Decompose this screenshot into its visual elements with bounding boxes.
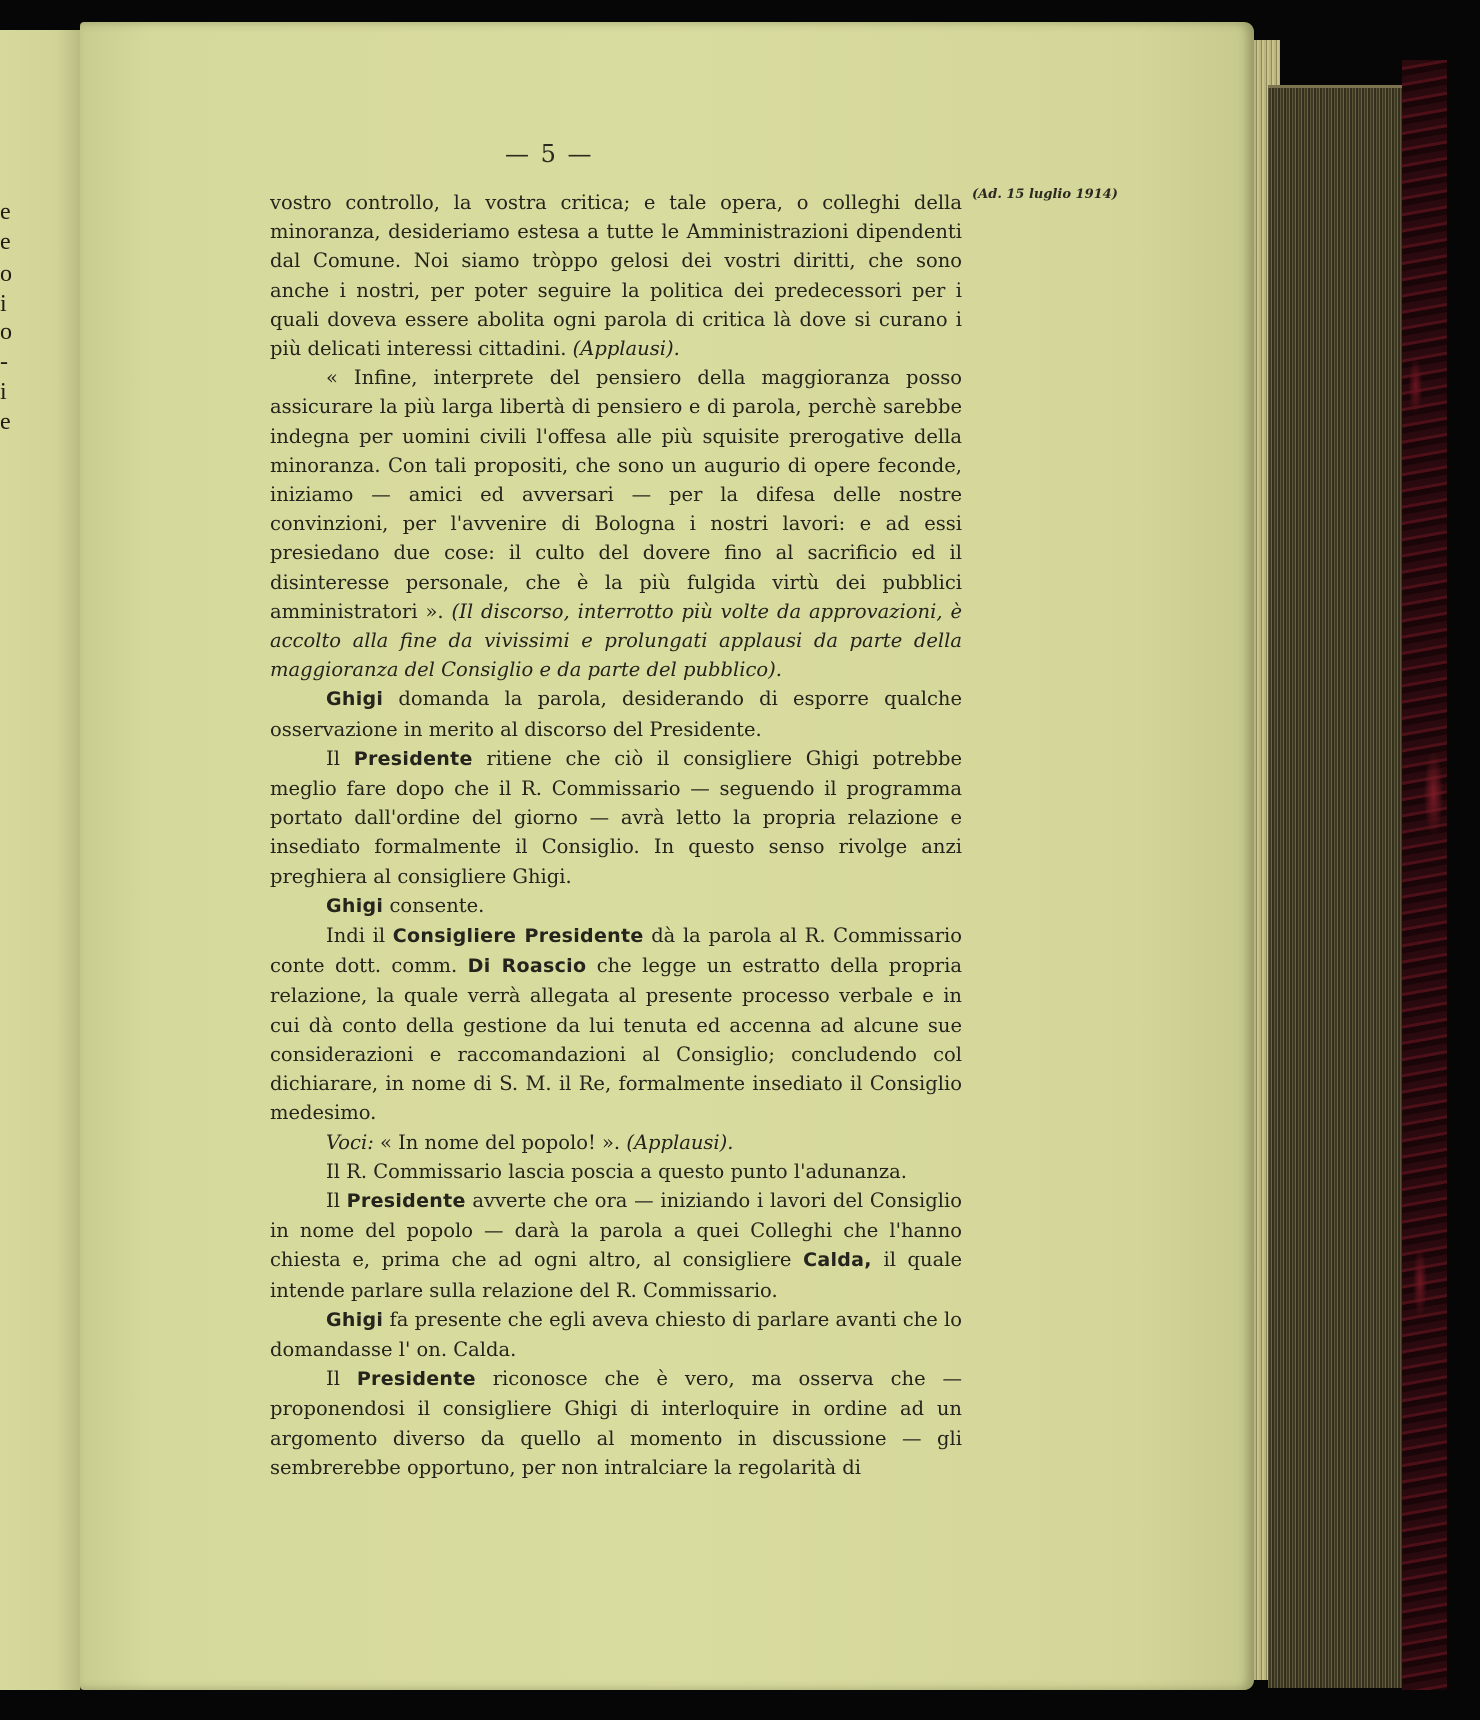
stage-direction: (Il discorso, interrotto più volte da approvazioni, è accolto alla fine da vivissimi e prolungati applausi da parte della maggioranza del Consiglio e da parte del pubblico). xyxy=(270,599,962,682)
document-body xyxy=(270,188,962,1482)
applause-note: (Applausi). xyxy=(626,1130,734,1154)
paragraph-text: che legge un estratto della propria relazione, la quale verrà allegata al presente processo verbale e in cui dà conto della gestione da lui tenuta ed accenna ad alcune sue considerazioni e raccomandazioni al Consiglio; concludendo col dichiarare, in nome di S. M. il Re, formalmente insediato il Consiglio medesimo. xyxy=(270,954,962,1125)
paragraph-text: fa presente che egli aveva chiesto di parlare avanti che lo domandasse l' on. Calda. xyxy=(270,1307,963,1361)
applause-note: (Applausi). xyxy=(572,337,680,361)
left-page-fragment: i xyxy=(0,379,7,405)
left-page-fragment: i xyxy=(0,291,7,317)
paragraph xyxy=(270,1364,962,1482)
speaker-name: Ghigi xyxy=(326,1308,384,1331)
paragraph xyxy=(270,1186,962,1305)
paragraph-text: Il xyxy=(326,1188,340,1212)
voices-label: Voci: xyxy=(326,1130,374,1154)
paragraph-text: Il R. Commissario lascia poscia a questo punto l'adunanza. xyxy=(326,1159,907,1183)
paragraph-text: riconosce che è vero, ma osserva che — proponendosi il consigliere Ghigi di interloquire in ordine ad un argomento diverso da quello al momento in discussione — gli sembrerebbe opportuno, per non intralciare la regolarità di xyxy=(270,1367,963,1479)
paragraph-text: avverte che ora — iniziando i lavori del Consiglio in nome del popolo — darà la parola a quei Colleghi che l'hanno chiesta e, prima che ad ogni altro, al consigliere xyxy=(270,1188,962,1272)
paragraph xyxy=(270,921,962,1127)
book-text-block xyxy=(1268,85,1402,1688)
left-page-fragment: e xyxy=(0,199,11,225)
paragraph xyxy=(270,363,962,684)
speaker-name: Consigliere Presidente xyxy=(392,925,644,948)
paragraph xyxy=(270,684,962,743)
paragraph-text: « In nome del popolo! ». xyxy=(379,1130,621,1154)
paragraph-text: il quale intende parlare sulla relazione del R. Commissario. xyxy=(270,1248,963,1302)
left-page-fragment: o xyxy=(0,261,12,287)
page-number: — 5 — xyxy=(505,140,594,168)
speaker-name: Ghigi xyxy=(326,688,384,711)
speaker-name: Presidente xyxy=(346,1189,466,1212)
speaker-name: Di Roascio xyxy=(467,955,587,978)
paragraph-text: consente. xyxy=(389,893,485,917)
left-page-fragment: o xyxy=(0,319,12,345)
speaker-name: Calda, xyxy=(803,1249,872,1272)
left-page-fragment: e xyxy=(0,409,11,435)
speaker-name: Ghigi xyxy=(326,894,384,917)
paragraph xyxy=(270,1305,962,1364)
paragraph-text: dà la parola al R. Commissario conte dott. comm. xyxy=(270,924,962,978)
paragraph xyxy=(270,744,962,891)
speaker-name: Presidente xyxy=(356,1368,476,1391)
paragraph xyxy=(270,1157,962,1186)
paragraph-text: ritiene che ciò il consigliere Ghigi potrebbe meglio fare dopo che il R. Commissario — seguendo il programma portato dall'ordine del giorno — avrà letto la propria relazione e insediato formalmente il Consiglio. In questo senso rivolge anzi preghiera al consigliere Ghigi. xyxy=(270,746,963,888)
paragraph-text: « Infine, interprete del pensiero della maggioranza posso assicurare la più larga libertà di pensiero e di parola, perchè sarebbe indegna per uomini civili l'offesa alle più squisite prerogative della minoranza. Con tali propositi, che sono un augurio di opere feconde, iniziamo — amici ed avversari — per la difesa delle nostre convinzioni, per l'avvenire di Bologna i nostri lavori: e ad essi presiedano due cose: il culto del dovere fino al sacrificio ed il disinteresse personale, che è la più fulgida virtù dei pubblici amministratori ». xyxy=(270,366,962,623)
left-page-fragment: - xyxy=(0,349,8,375)
paragraph-text: Il xyxy=(326,746,340,770)
paragraph-text: Il xyxy=(326,1367,340,1391)
paragraph xyxy=(270,1128,962,1157)
left-page-fragment: e xyxy=(0,229,11,255)
paragraph-text: vostro controllo, la vostra critica; e tale opera, o colleghi della minoranza, desideriamo estesa a tutte le Amministrazioni dipendenti dal Comune. Noi siamo tròppo gelosi dei vostri diritti, che sono anche i nostri, per poter seguire la politica dei predecessori per i quali doveva essere abolita ogni parola di critica là dove si curano i più delicati interessi cittadini. xyxy=(270,191,962,361)
paragraph xyxy=(270,188,962,363)
left-facing-page xyxy=(0,30,82,1690)
marbled-cover xyxy=(1402,60,1447,1690)
speaker-name: Presidente xyxy=(353,747,473,770)
paragraph-text: Indi il xyxy=(326,924,386,948)
paragraph xyxy=(270,891,962,921)
paragraph-text: domanda la parola, desiderando di esporre qualche osservazione in merito al discorso del Presidente. xyxy=(270,687,963,741)
margin-note: (Ad. 15 luglio 1914) xyxy=(972,187,1118,202)
